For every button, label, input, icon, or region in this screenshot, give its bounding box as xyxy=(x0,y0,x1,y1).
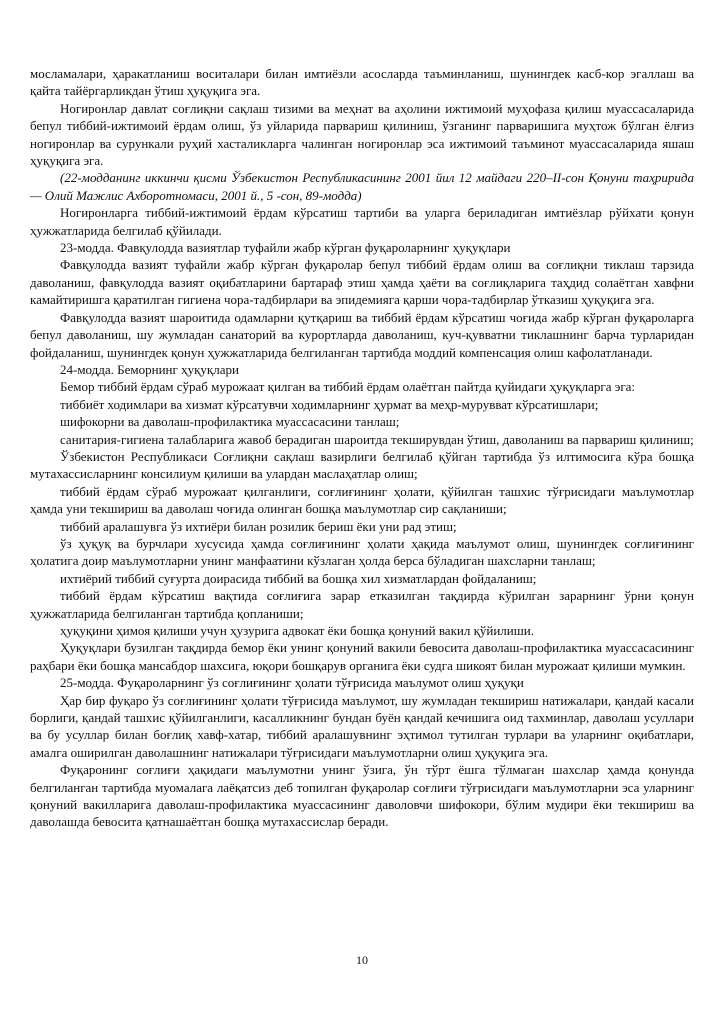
list-item: тиббиёт ходимлари ва хизмат кўрсатувчи ходимларнинг ҳурмат ва меҳр-мурувват кўрсатишлари; xyxy=(60,396,599,412)
list-item: санитария-гигиена талабларига жавоб берадиган шароитда текширувдан ўтиш, даволаниш ва парвариш қилиниш; xyxy=(60,431,694,447)
paragraph: Ногиронларга тиббий-ижтимоий ёрдам кўрсатиш тартиби ва уларга бериладиган имтиёзлар рўйхати қонун ҳужжатларида белгилаб қўйилади. xyxy=(30,205,694,238)
paragraph: Фавқулодда вазият шароитида одамларни қутқариш ва тиббий ёрдам кўрсатиш чоғида жабр кўрган фуқароларга бепул даволаниш, шу жумладан санаторий ва курортларда даволаниш, куч-қувватни тиклашнинг барча турларидан фойдаланиш, шунингдек қонун ҳужжатларида белгиланган тартибда моддий компенсация олиш кафолатланади. xyxy=(30,309,694,360)
list-item: тиббий ёрдам кўрсатиш вақтида соғлиғига зарар етказилган тақдирда кўрилган зарарнинг ўрни қонун ҳужжатларида белгиланган тартибда қопланиши; xyxy=(30,588,694,621)
list-item: ҳуқуқини ҳимоя қилиши учун ҳузурига адвокат ёки бошқа қонуний вакил қўйилиши. xyxy=(60,623,534,638)
amendment-note: (22-модданинг иккинчи қисми Ўзбекистон Республикасининг 2001 йил 12 майдаги 220–II-сон Қонуни таҳририда — Олий Мажлис Ахборотномаси, 2001 й., 5 -сон, 89-модда) xyxy=(30,170,694,203)
paragraph: Фавқулодда вазият туфайли жабр кўрган фуқаролар бепул тиббий ёрдам олиш ва соғлиқни тиклаш тарзида даволаниш, фавқулодда вазият оқибатларини бартараф этиш ҳамда ҳаёти ва соғлиқларига таҳдид солаётган хавфни камайтиришга қаратилган гигиена чора-тадбирлари ва эпидемияга қарши чора-тадбирлар ўтказиш ҳуқуқига эга. xyxy=(30,257,694,308)
page-number: 10 xyxy=(356,953,368,967)
list-item: ўз ҳуқуқ ва бурчлари хусусида ҳамда соғлиғининг ҳолати ҳақида маълумот олиш, шунингдек соғлиғининг ҳолатига доир маълумотларни унинг манфаатини кўзлаган ҳолда берса бўладиган шахсларни танлаш; xyxy=(30,535,694,569)
paragraph: Фуқаронинг соғлиғи ҳақидаги маълумотни унинг ўзига, ўн тўрт ёшга тўлмаган шахслар ҳамда қонунда белгиланган тартибда муомалага лаёқатсиз деб топилган фуқаролар соғлиғи тўғрисидаги маълумотларни эса уларнинг қонуний вакилларига даволаш-профилактика муассасининг даволовчи шифокори, бўлим мудири ёки текшириш ва даволашда бевосита қатнашаётган бошқа мутахассислар беради. xyxy=(30,762,694,830)
paragraph: Ҳар бир фуқаро ўз соғлиғининг ҳолати тўғрисида маълумот, шу жумладан текшириш натижалари, қандай касали борлиги, қандай ташхис қўйилганлиги, касалликнинг бундан буён қандай кечишига оид тахминлар, даволаш усуллари ва бу усуллар билан боғлиқ хавф-хатар, тиббий аралашувнинг эҳтимол тутилган турлари ва уларнинг оқибатлари, амалга оширилган даволашнинг натижалари тўғрисидаги маълумотларни олиш ҳуқуқига эга. xyxy=(30,692,694,760)
article-heading-23: 23-модда. Фавқулодда вазиятлар туфайли жабр кўрган фуқароларнинг ҳуқуқлари xyxy=(60,240,511,256)
list-item: шифокорни ва даволаш-профилактика муассасасини танлаш; xyxy=(60,414,400,430)
paragraph: Ҳуқуқлари бузилган тақдирда бемор ёки унинг қонуний вакили бевосита даволаш-профилактика муассасасининг раҳбари ёки бошқа мансабдор шахсига, юқори бошқарув органига ёки судга шикоят билан мурожаат қилиши мумкин. xyxy=(30,640,694,673)
list-item: тиббий ёрдам сўраб мурожаат қилганлиги, соғлиғининг ҳолати, қўйилган ташхис тўғрисидаги маълумотлар ҳамда уни текшириш ва даволаш чоғида олинган бошқа маълумотлар сир сақланиши; xyxy=(30,483,694,517)
article-heading-24: 24-модда. Беморнинг ҳуқуқлари xyxy=(60,361,239,377)
document-page xyxy=(30,65,694,831)
list-item: Ўзбекистон Республикаси Соғлиқни сақлаш вазирлиги белгилаб қўйган тартибда ўз илтимосига кўра бошқа мутахассисларнинг консилиум қилиши ва улардан маслаҳатлар олиш; xyxy=(30,448,694,482)
list-item: ихтиёрий тиббий суғурта доирасида тиббий ва бошқа хил хизматлардан фойдаланиш; xyxy=(60,570,537,586)
paragraph: Бемор тиббий ёрдам сўраб мурожаат қилган ва тиббий ёрдам олаётган пайтда қуйидаги ҳуқуқларга эга: xyxy=(60,379,636,395)
paragraph: Ногиронлар давлат соғлиқни сақлаш тизими ва меҳнат ва аҳолини ижтимоий муҳофаза қилиш муассасаларида бепул тиббий-ижтимоий ёрдам олиш, ўз уйларида парвариш қилиниш, ўзганинг парваришига муҳтож бўлган ёлғиз ногиронлар ва сурункали руҳий хасталикларга чалинган ногиронлар эса ижтимоий таъминот муассасаларида яшаш ҳуқуқига эга. xyxy=(30,100,694,169)
paragraph: мосламалари, ҳаракатланиш воситалари билан имтиёзли асосларда таъминланиш, шунингдек касб-кор эгаллаш ва қайта тайёргарликдан ўтиш ҳуқуқига эга. xyxy=(30,66,694,99)
article-heading-25: 25-модда. Фуқароларнинг ўз соғлиғининг ҳолати тўғрисида маълумот олиш ҳуқуқи xyxy=(60,675,524,691)
list-item: тиббий аралашувга ўз ихтиёри билан розилик бериш ёки уни рад этиш; xyxy=(60,518,457,534)
